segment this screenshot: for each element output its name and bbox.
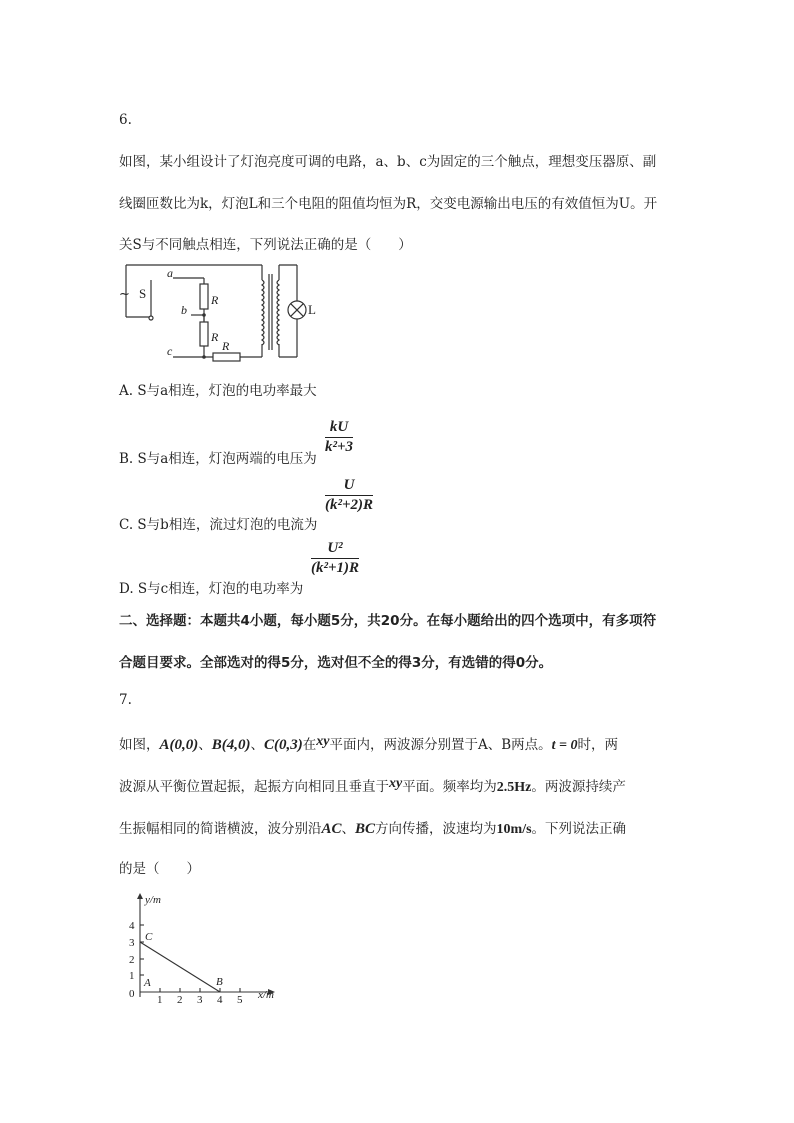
q7-line-bc: BC — [355, 821, 376, 837]
q7-line3-sep: 、 — [341, 821, 356, 837]
q7-sep1: 、 — [198, 737, 212, 753]
q7-line2-xy: xy — [389, 776, 403, 791]
q7-sep2: 、 — [250, 737, 264, 753]
q7-line2 — [119, 775, 626, 796]
label-b: b — [181, 303, 187, 317]
q7-line2-end: 。两波源持续产 — [531, 779, 626, 795]
q6-option-c-denominator: (k²+2)R — [325, 497, 374, 513]
point-c-label: C — [145, 931, 153, 943]
q7-line4: 的是（ ） — [119, 861, 200, 877]
label-c: c — [167, 344, 173, 358]
section2-heading-line1: 二、选择题：本题共4小题，每小题5分，共20分。在每小题给出的四个选项中，有多项符 — [119, 613, 657, 629]
q6-option-b-denominator: k²+3 — [325, 439, 354, 455]
y-axis-arrow-icon — [137, 893, 143, 899]
q6-stem-line3: 关S与不同触点相连，下列说法正确的是（ ） — [119, 237, 412, 253]
y-tick-label-2: 2 — [129, 954, 135, 966]
x-axis-label: x/m — [258, 989, 274, 1001]
point-b-label: B — [216, 976, 223, 988]
x-tick-label-4: 4 — [217, 994, 223, 1005]
switch-pivot — [149, 316, 153, 320]
q6-number: 6. — [119, 112, 132, 128]
q6-option-b: B. S与a相连，灯泡两端的电压为 — [119, 451, 317, 467]
y-tick-label-3: 3 — [129, 937, 135, 949]
q7-line1-mid: 平面内，两波源分别置于A、B两点。 — [329, 737, 552, 753]
q7-line1-in: 在 — [302, 737, 317, 753]
x-tick-label-2: 2 — [177, 994, 183, 1005]
label-s: S — [139, 286, 147, 301]
point-a-label: A — [144, 977, 151, 989]
q7-line2-mid: 平面。频率均为 — [402, 779, 497, 795]
q6-option-b-numerator: kU — [329, 419, 349, 435]
q6-circuit-diagram — [115, 262, 325, 368]
ac-source-icon: ~ — [119, 287, 130, 302]
origin-label: 0 — [129, 988, 135, 1000]
q7-line3-end: 。下列说法正确 — [531, 821, 627, 837]
label-lamp: L — [308, 302, 316, 317]
q6-stem-line2: 线圈匝数比为k，灯泡L和三个电阻的阻值均恒为R，交变电源输出电压的有效值恒为U。开 — [119, 196, 658, 212]
label-r3: R — [222, 339, 230, 353]
q7-point-c: C(0,3) — [264, 737, 303, 753]
junction-dot-b — [202, 313, 206, 317]
primary-coil — [262, 280, 264, 345]
secondary-coil — [277, 280, 279, 345]
label-a: a — [167, 266, 173, 280]
y-tick-label-4: 4 — [129, 920, 135, 932]
q6-option-b-fraction — [325, 419, 353, 456]
q7-line1-end: 时，两 — [577, 737, 619, 753]
q6-option-d-denominator: (k²+1)R — [311, 560, 360, 576]
x-tick-label-5: 5 — [237, 994, 243, 1005]
x-tick-label-1: 1 — [157, 994, 163, 1005]
q6-stem-line1: 如图，某小组设计了灯泡亮度可调的电路，a、b、c为固定的三个触点，理想变压器原、副 — [119, 154, 657, 170]
q6-option-d: D. S与c相连，灯泡的电功率为 — [119, 581, 304, 597]
q7-coordinate-graph — [118, 893, 293, 1005]
label-r2: R — [211, 330, 219, 344]
q7-line1-pre: 如图， — [119, 737, 160, 753]
q7-frequency: 2.5Hz — [496, 780, 532, 795]
q7-point-a: A(0,0) — [159, 737, 199, 753]
q7-line3-mid: 方向传播，波速均为 — [375, 821, 497, 837]
section2-heading-line2: 合题目要求。全部选对的得5分，选对但不全的得3分，有选错的得0分。 — [119, 655, 553, 671]
resistor-r1 — [200, 284, 208, 309]
label-r1: R — [211, 293, 219, 307]
q7-number: 7. — [119, 692, 132, 708]
q6-option-c-fraction — [325, 477, 373, 514]
segment-cb — [140, 942, 220, 992]
q7-line1 — [119, 733, 679, 754]
q7-line1-t: t = 0 — [551, 738, 578, 753]
q7-point-b: B(4,0) — [211, 737, 251, 753]
q6-option-a: A. S与a相连，灯泡的电功率最大 — [119, 383, 317, 399]
q7-line3 — [119, 817, 626, 838]
q6-option-d-numerator: U² — [327, 540, 343, 556]
resistor-r2 — [200, 322, 208, 346]
q6-option-d-fraction — [311, 540, 359, 577]
y-tick-label-1: 1 — [129, 970, 135, 982]
resistor-r3 — [213, 353, 240, 361]
q6-option-c: C. S与b相连，流过灯泡的电流为 — [119, 517, 318, 533]
q7-line-ac: AC — [321, 821, 342, 837]
q7-wave-speed: 10m/s — [496, 822, 532, 837]
q7-line3-pre: 生振幅相同的简谐横波，波分别沿 — [119, 821, 322, 837]
x-tick-label-3: 3 — [197, 994, 203, 1005]
q7-line2-pre: 波源从平衡位置起振，起振方向相同且垂直于 — [119, 779, 389, 795]
junction-dot-c — [202, 355, 206, 359]
q7-line1-xy: xy — [316, 734, 330, 749]
q6-option-c-numerator: U — [343, 477, 355, 493]
y-axis-label: y/m — [145, 894, 161, 906]
